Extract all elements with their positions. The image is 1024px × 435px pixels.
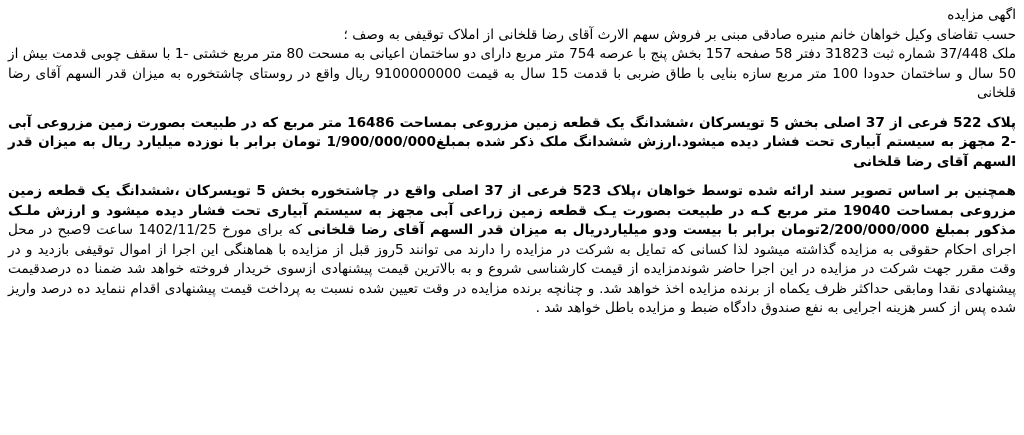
notice-item-1: ملک 37/448 شماره ثبت 31823 دفتر 58 صفحه 157 بخش پنج با عرصه 754 متر مربع دارای دو ساختمان اعیانی به مسحت 80 متر مربع خشتی -1 با سقف چوبی قدمت بیش از 50 سال و ساختمان حدودا 100 متر مربع سازه بنایی با طاق ضربی با قدمت 15 سال به قیمت 9100000000 ریال واقع در روستای چاشتخوره به میزان قدر السهم آقای رضا قلخانی: [8, 46, 1016, 101]
notice-item-2: پلاک 522 فرعی از 37 اصلی بخش 5 تویسرکان ،ششدانگ یک قطعه زمین مزروعی بمساحت 16486 متر مربع که در طبیعت بصورت زمین مزروعی آبی -2 مجهز به سیستم آبیاری تحت فشار دیده میشود.ارزش ششدانگ ملک ذکر شده بمبلغ1/900/000/000 تومان برابر با نوزده میلیارد ریال به میزان قدر السهم آقای رضا قلخانی: [8, 114, 1017, 170]
notice-title: اگهی مزایده: [947, 7, 1016, 23]
notice-item-3: [8, 182, 1016, 319]
notice-item-3-bold: همچنین بر اساس تصویر سند ارائه شده توسط خواهان ،پلاک 523 فرعی از 37 اصلی واقع در چاشتخوره بخش 5 تویسرکان ،ششدانگ یک قطعه زمین مزروعی بمساحت 19040 متر مربع کـه در طبیعت بصورت یـک قطعه زمین زراعی آبی مجهز به سیستم آبیاری تحت فشار دیده میشود و ارزش ملـک مذکور بمبلغ 2/200/000/000تومان برابر با بیست ودو میلیاردریال به میزان قدر السهم آقای رضا قلخانی: [8, 183, 1016, 238]
notice-intro: حسب تقاضای وکیل خواهان خانم منیره صادقی مبنی بر فروش سهم الارث آقای رضا قلخانی از املاک توقیفی به وصف ؛: [343, 26, 1016, 43]
notice-item-3-rest: که برای مورخ 1402/11/25 ساعت 9صبح در محل اجرای احکام حقوقی به مزایده گذاشته میشود لذا کسانی که تمایل به شرکت در مزایده را دارند می توانند 5روز قبل از مزایده با هماهنگی این اجرا از اموال توقیفی بازدید و در وقت مقرر جهت شرکت در مزایده در این اجرا حاضر شوندمزایده از قیمت کارشناسی شروع و به بالاترین قیمت پیشنهادی ازسوی خریدار فروخته خواهد شد ضمنا ده درصدقیمت پیشنهادی نقدا ومابقی حداکثر ظرف یکماه از برنده مزایده اخذ خواهد شد. و چنانچه برنده مزایده در وقت تعیین شده نسبت به پرداخت قیمت پیشنهادی اقدام ننماید ده درصد واریز شده پس از کسر هزینه اجرایی به نفع صندوق دادگاه ضبط و مزایده باطل خواهد شد .: [8, 222, 1016, 316]
